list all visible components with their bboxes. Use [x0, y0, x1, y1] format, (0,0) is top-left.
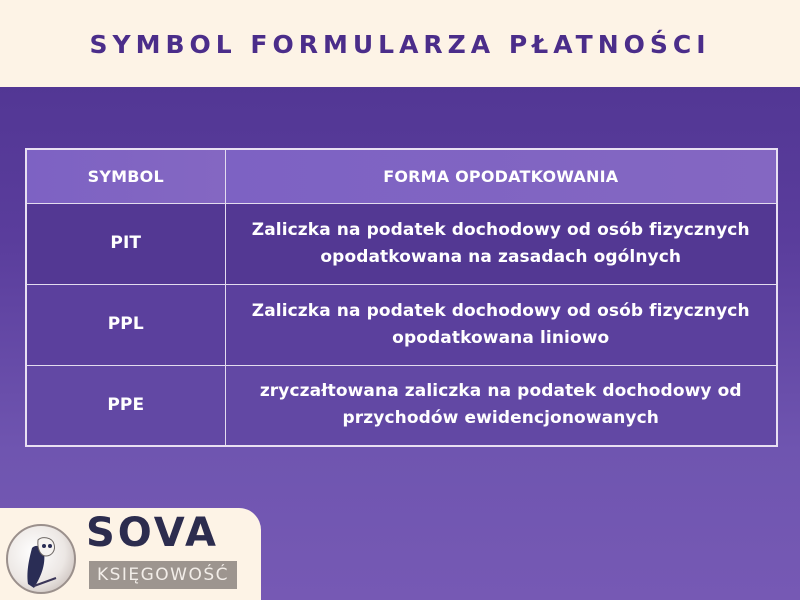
tax-symbol-table: [25, 148, 778, 447]
symbol-cell: PPL: [26, 284, 225, 365]
table-row: [26, 284, 777, 365]
brand-subtitle: KSIĘGOWOŚĆ: [89, 561, 237, 589]
description-line: Zaliczka na podatek dochodowy od osób fizycznych: [251, 219, 750, 240]
description-cell: [225, 203, 777, 284]
description-cell: [225, 365, 777, 446]
description-line: Zaliczka na podatek dochodowy od osób fizycznych: [251, 300, 750, 321]
brand-logo: [0, 508, 261, 600]
table-row: [26, 365, 777, 446]
symbol-cell: PIT: [26, 203, 225, 284]
column-header-tax-form: FORMA OPODATKOWANIA: [225, 149, 777, 203]
table-header-row: [26, 149, 777, 203]
description-line: przychodów ewidencjonowanych: [342, 408, 659, 429]
column-header-symbol: SYMBOL: [26, 149, 225, 203]
description-cell: [225, 284, 777, 365]
page-title: SYMBOL FORMULARZA PŁATNOŚCI: [89, 30, 711, 59]
description-line: zryczałtowana zaliczka na podatek dochodowy od: [259, 381, 742, 402]
brand-name: SOVA: [86, 510, 219, 556]
header-banner: [0, 0, 800, 87]
table-row: [26, 203, 777, 284]
symbol-cell: PPE: [26, 365, 225, 446]
description-line: opodatkowana liniowo: [392, 327, 610, 348]
owl-icon: [6, 524, 76, 594]
description-line: opodatkowana na zasadach ogólnych: [320, 246, 682, 267]
